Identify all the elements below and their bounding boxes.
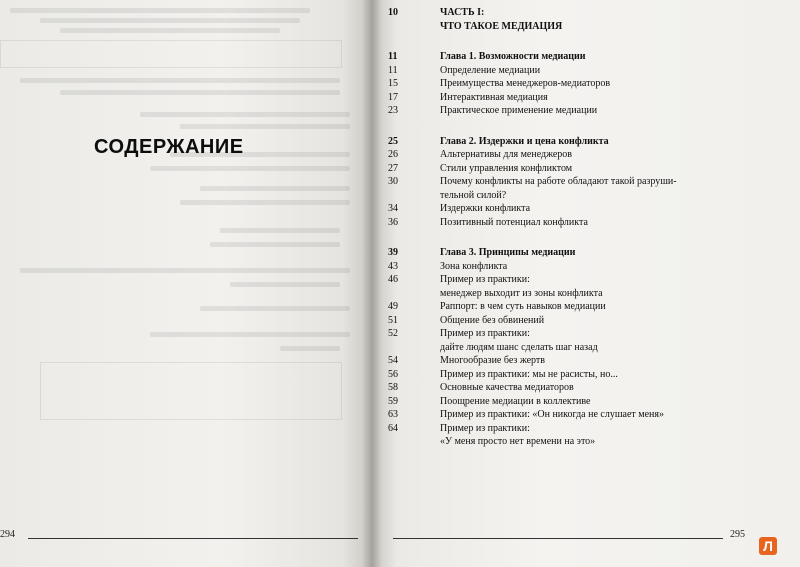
toc-section-spacer [388,118,728,135]
toc-entry-row [388,422,728,436]
toc-entry-title: Основные качества медиаторов [440,382,574,393]
toc-entry-title: тельной силой? [440,189,507,201]
toc-entry-row [388,148,728,162]
toc-entry-title: Глава 2. Издержки и цена конфликта [440,135,609,147]
toc-entry-title: Пример из практики: мы не расисты, но... [440,368,618,380]
toc-entry-row [388,368,728,382]
page-number-left: 294 [0,529,15,540]
toc-section-spacer [388,229,728,246]
toc-entry-title: менеджер выходит из зоны конфликта [440,287,603,299]
book-gutter [362,0,382,567]
toc-entry-title: Определение медиации [440,64,541,76]
toc-page-number: 49 [388,301,398,312]
toc-page-number: 54 [388,355,398,366]
toc-heading-row [388,246,728,260]
toc-entry-title: Глава 1. Возможности медиации [440,51,586,62]
toc-page-number: 11 [388,64,398,76]
left-page [0,0,372,567]
toc-entry-title: Пример из практики: [440,422,530,434]
toc-page-number: 46 [388,274,398,285]
toc-page-number: 59 [388,395,398,407]
toc-page-number: 58 [388,382,398,393]
toc-entry-row [388,216,728,230]
toc-entry-title: дайте людям шанс сделать шаг назад [440,341,598,353]
toc-page-number: 30 [388,176,398,187]
toc-page-number: 17 [388,91,398,103]
toc-entry-title: Раппорт: в чем суть навыков медиации [440,301,606,312]
toc-entry-title: Пример из практики: [440,274,530,285]
toc-entry-title: ЧАСТЬ I: [440,7,485,18]
toc-heading-row [388,20,728,34]
toc-entry-row [388,435,728,449]
toc-heading-row [388,135,728,149]
toc-entry-row [388,408,728,422]
toc-entry-row [388,273,728,287]
toc-entry-row [388,77,728,91]
toc-entry-row [388,189,728,203]
toc-entry-title: Издержки конфликта [440,203,531,214]
toc-entry-title: Практическое применение медиации [440,105,598,116]
toc-entry-title: ЧТО ТАКОЕ МЕДИАЦИЯ [440,20,563,32]
toc-entry-title: Интерактивная медиация [440,91,548,103]
toc-page-number: 64 [388,422,398,434]
toc-entry-row [388,327,728,341]
toc-page-number: 34 [388,203,398,214]
toc-entry-row [388,300,728,314]
toc-entry-row [388,314,728,328]
page-number-right: 295 [730,529,745,540]
table-of-contents [388,6,728,449]
toc-entry-title: Альтернативы для менеджеров [440,149,573,160]
toc-page-number: 27 [388,162,398,174]
toc-entry-row [388,381,728,395]
toc-page-number: 63 [388,409,398,420]
toc-entry-row [388,202,728,216]
toc-entry-title: Зона конфликта [440,260,508,272]
toc-entry-title: Почему конфликты на работе обладают такой разруши- [440,176,677,187]
toc-page-number: 11 [388,51,398,62]
toc-entry-title: Общение без обвинений [440,314,545,326]
toc-entry-title: Преимущества менеджеров-медиаторов [440,78,611,89]
toc-entry-row [388,91,728,105]
toc-page-number: 10 [388,7,398,18]
toc-entry-row [388,175,728,189]
toc-entry-row [388,395,728,409]
toc-entry-title: Глава 3. Принципы медиации [440,247,576,258]
toc-entry-row [388,354,728,368]
footer-rule-left [28,538,358,539]
toc-page-number: 39 [388,247,398,258]
watermark-logo: Л [759,537,777,555]
toc-entry-title: «У меня просто нет времени на это» [440,436,596,447]
toc-heading-row [388,50,728,64]
footer-rule-right [393,538,723,539]
toc-entry-title: Многообразие без жертв [440,355,546,366]
contents-heading: СОДЕРЖАНИЕ [94,136,244,158]
toc-page-number: 56 [388,368,398,380]
toc-page-number: 52 [388,328,398,339]
toc-entry-row [388,287,728,301]
toc-entry-title: Поощрение медиации в коллективе [440,395,591,407]
toc-page-number: 26 [388,149,398,160]
toc-entry-row [388,341,728,355]
toc-section-spacer [388,33,728,50]
toc-entry-row [388,104,728,118]
toc-entry-title: Стили управления конфликтом [440,162,573,174]
toc-page-number: 43 [388,260,398,272]
toc-entry-title: Пример из практики: «Он никогда не слушает меня» [440,409,665,420]
toc-page-number: 23 [388,105,398,116]
toc-entry-row [388,162,728,176]
toc-entry-title: Позитивный потенциал конфликта [440,216,588,228]
toc-entry-title: Пример из практики: [440,328,530,339]
toc-page-number: 51 [388,314,398,326]
toc-page-number: 36 [388,216,398,228]
toc-page-number: 25 [388,135,398,147]
toc-entry-row [388,64,728,78]
toc-heading-row [388,6,728,20]
show-through-text [0,0,372,567]
toc-page-number: 15 [388,78,398,89]
toc-entry-row [388,260,728,274]
